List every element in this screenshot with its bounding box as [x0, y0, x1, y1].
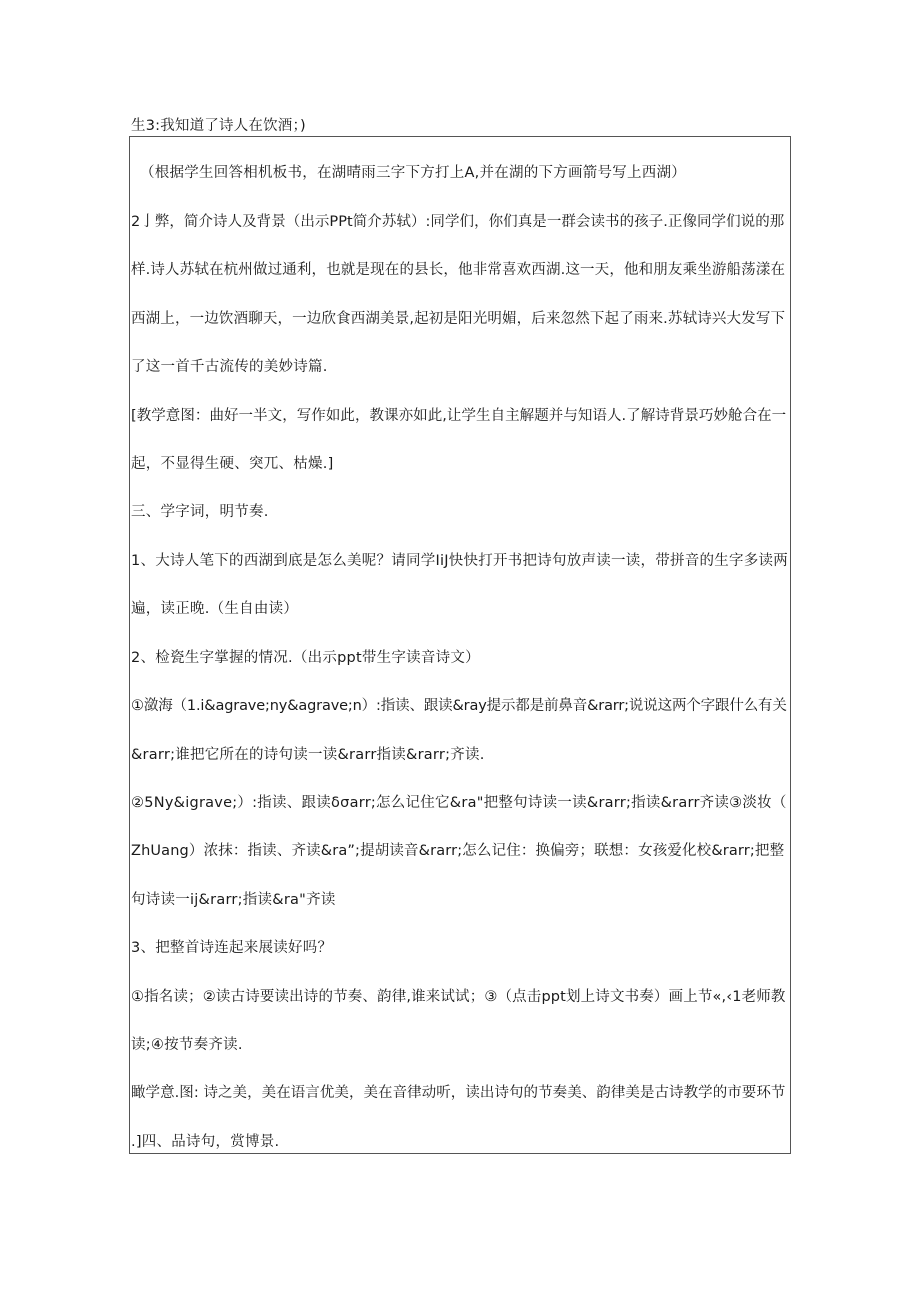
text-line: 起，不显得生硬、突兀、枯燥.]: [131, 456, 334, 472]
text-line: 句诗读一ij&rarr;指读&ra"齐读: [131, 892, 336, 908]
text-line: 2、检瓷生字掌握的情况.（出示ppt带生字读音诗文）: [131, 650, 480, 666]
text-line: ①潋海（1.i&agrave;ny&agrave;n）:指读、跟读&ray提示都是前鼻音&rarr;说说这两个字跟什么有关: [131, 698, 787, 714]
text-line: 三、学字词，明节奏.: [131, 504, 269, 520]
text-line: 西湖上，一边饮酒聊天，一边欣食西湖美景,起初是阳光明媚，后来忽然下起了雨来.苏轼诗兴大发写下: [131, 311, 786, 327]
text-line: 瞰学意.图: 诗之美，美在语言优美，美在音律动听，读出诗句的节奏美、韵律美是古诗教学的市要环节: [131, 1085, 786, 1101]
text-line: ②5Ny&igrave;）:指读、跟读δσarr;怎么记住它&ra"把整句诗读一读&rarr;指读&rarr齐读③淡妆（: [131, 795, 787, 811]
text-line: 2亅弊，简介诗人及背景（出示PPt简介苏轼）:同学们，你们真是一群会读书的孩子.正像同学们说的那: [131, 214, 785, 230]
text-line: （根据学生回答相机板书，在湖晴雨三字下方打上A,并在湖的下方画箭号写上西湖）: [140, 165, 687, 181]
preface-line: 生3:我知道了诗人在饮酒；): [131, 118, 306, 134]
text-line: 1、大诗人笔下的西湖到底是怎么美呢？请同学IiJ快快打开书把诗句放声读一读，带拼音的生字多读两: [131, 553, 789, 569]
text-line: 读;④按节奏齐读.: [131, 1037, 243, 1053]
text-line: 了这一首千古流传的美妙诗篇.: [131, 359, 328, 375]
text-line: 样.诗人苏轼在杭州做过通利，也就是现在的县长，他非常喜欢西湖.这一天，他和朋友乘坐游船荡漾在: [131, 262, 786, 278]
text-line: ZhUang）浓抹：指读、齐读&ra”;提胡读音&rarr;怎么记住：换偏旁；联想：女孩爱化校&rarr;把整: [131, 843, 785, 859]
text-line: .]四、品诗句，赏博景.: [131, 1134, 280, 1150]
text-line: 3、把整首诗连起来展读好吗？: [131, 940, 333, 956]
text-line: &rarr;谁把它所在的诗句读一读&rarr指读&rarr;齐读.: [131, 747, 485, 763]
text-line: [教学意图：曲好一半文，写作如此，教课亦如此,让学生自主解题并与知语人.了解诗背景巧妙舱合在一: [131, 408, 787, 424]
text-line: ①指名读；②读古诗要读出诗的节奏、韵律,谁来试试；③（点击ppt划上诗文书奏）画上节«,‹1老师教: [131, 989, 786, 1005]
text-line: 遍，读正晚.（生自由读）: [131, 601, 299, 617]
